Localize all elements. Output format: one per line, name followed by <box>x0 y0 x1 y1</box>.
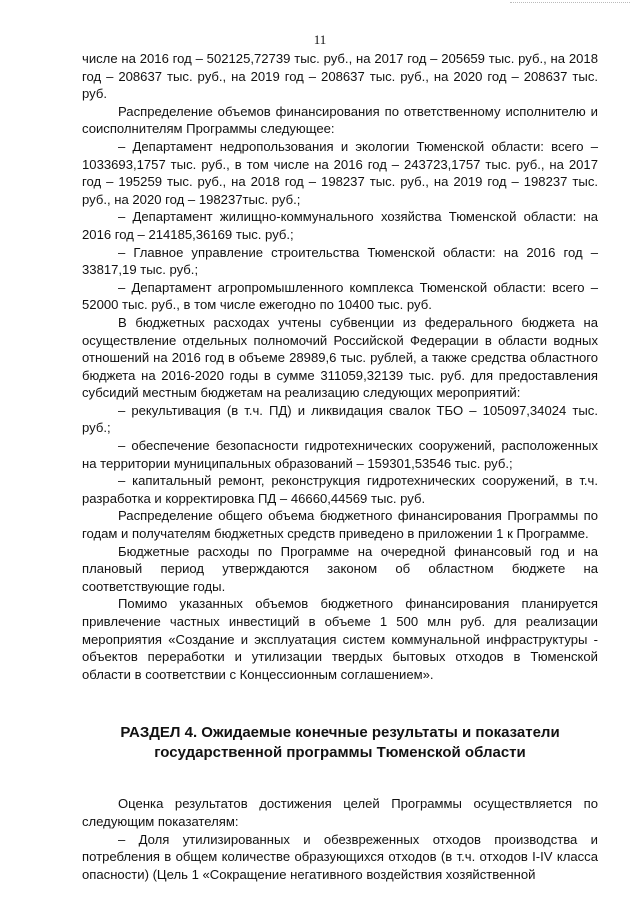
paragraph: – Департамент агропромышленного комплекса Тюменской области: всего – 52000 тыс. руб., в том числе ежегодно по 10400 тыс. руб. <box>82 279 598 313</box>
page-number: 11 <box>313 32 327 47</box>
section-heading: РАЗДЕЛ 4. Ожидаемые конечные результаты и показатели государственной программы Тюменской области <box>120 724 560 762</box>
paragraph: Распределение общего объема бюджетного финансирования Программы по годам и получателям бюджетных средств приведено в приложении 1 к Программе. <box>82 508 598 542</box>
paragraph: Оценка результатов достижения целей Программы осуществляется по следующим показателям: <box>82 796 598 829</box>
paragraph: Распределение объемов финансирования по ответственному исполнителю и соисполнителям Программы следующее: <box>82 103 598 137</box>
paragraph: Помимо указанных объемов бюджетного финансирования планируется привлечение частных инвестиций в объеме 1 500 млн руб. для реализации мероприятия «Создание и эксплуатация систем коммунальной инфраструктуры - объектов переработки и утилизации твердых бытовых отходов в Тюменской области в соответствии с Концессионным соглашением». <box>82 596 598 682</box>
scan-artifact <box>510 2 630 7</box>
paragraph: – Департамент недропользования и экологии Тюменской области: всего – 1033693,1757 тыс. руб., в том числе на 2016 год – 243723,1757 тыс. руб., на 2017 год – 195259 тыс. руб., на 2018 год – 198237 тыс. руб., на 2019 год – 198237 тыс. руб., на 2020 год – 198237тыс. руб.; <box>82 138 598 207</box>
paragraph: – Департамент жилищно-коммунального хозяйства Тюменской области: на 2016 год – 214185,36169 тыс. руб.; <box>82 209 598 242</box>
paragraph: – рекультивация (в т.ч. ПД) и ликвидация свалок ТБО – 105097,34024 тыс. руб.; <box>82 402 598 436</box>
document-body <box>82 50 598 883</box>
paragraph: В бюджетных расходах учтены субвенции из федерального бюджета на осуществление отдельных полномочий Российской Федерации в области водных отношений на 2016 год в объеме 28989,6 тыс. рублей, а также средства областного бюджета на 2016-2020 годы в сумме 311059,32139 тыс. руб. для предоставления субсидий местным бюджетам на реализацию следующих мероприятий: <box>82 314 598 401</box>
paragraph: Бюджетные расходы по Программе на очередной финансовый год и на плановый период утверждаются законом об областном бюджете на соответствующие годы. <box>82 543 598 594</box>
paragraph: числе на 2016 год – 502125,72739 тыс. руб., на 2017 год – 205659 тыс. руб., на 2018 год – 208637 тыс. руб., на 2019 год – 208637 тыс. руб., на 2020 год – 208637 тыс. руб. <box>82 51 598 102</box>
paragraph: – капитальный ремонт, реконструкция гидротехнических сооружений, в т.ч. разработка и корректировка ПД – 46660,44569 тыс. руб. <box>82 473 598 506</box>
paragraph: – Главное управление строительства Тюменской области: на 2016 год – 33817,19 тыс. руб.; <box>82 244 598 278</box>
paragraph: – обеспечение безопасности гидротехнических сооружений, расположенных на территории муниципальных образований – 159301,53546 тыс. руб.; <box>82 438 598 471</box>
paragraph: – Доля утилизированных и обезвреженных отходов производства и потребления в общем количестве образующихся отходов (в т.ч. отходов I-IV класса опасности) (Цель 1 «Сокращение негативного воздействия хозяйственной <box>82 831 598 882</box>
